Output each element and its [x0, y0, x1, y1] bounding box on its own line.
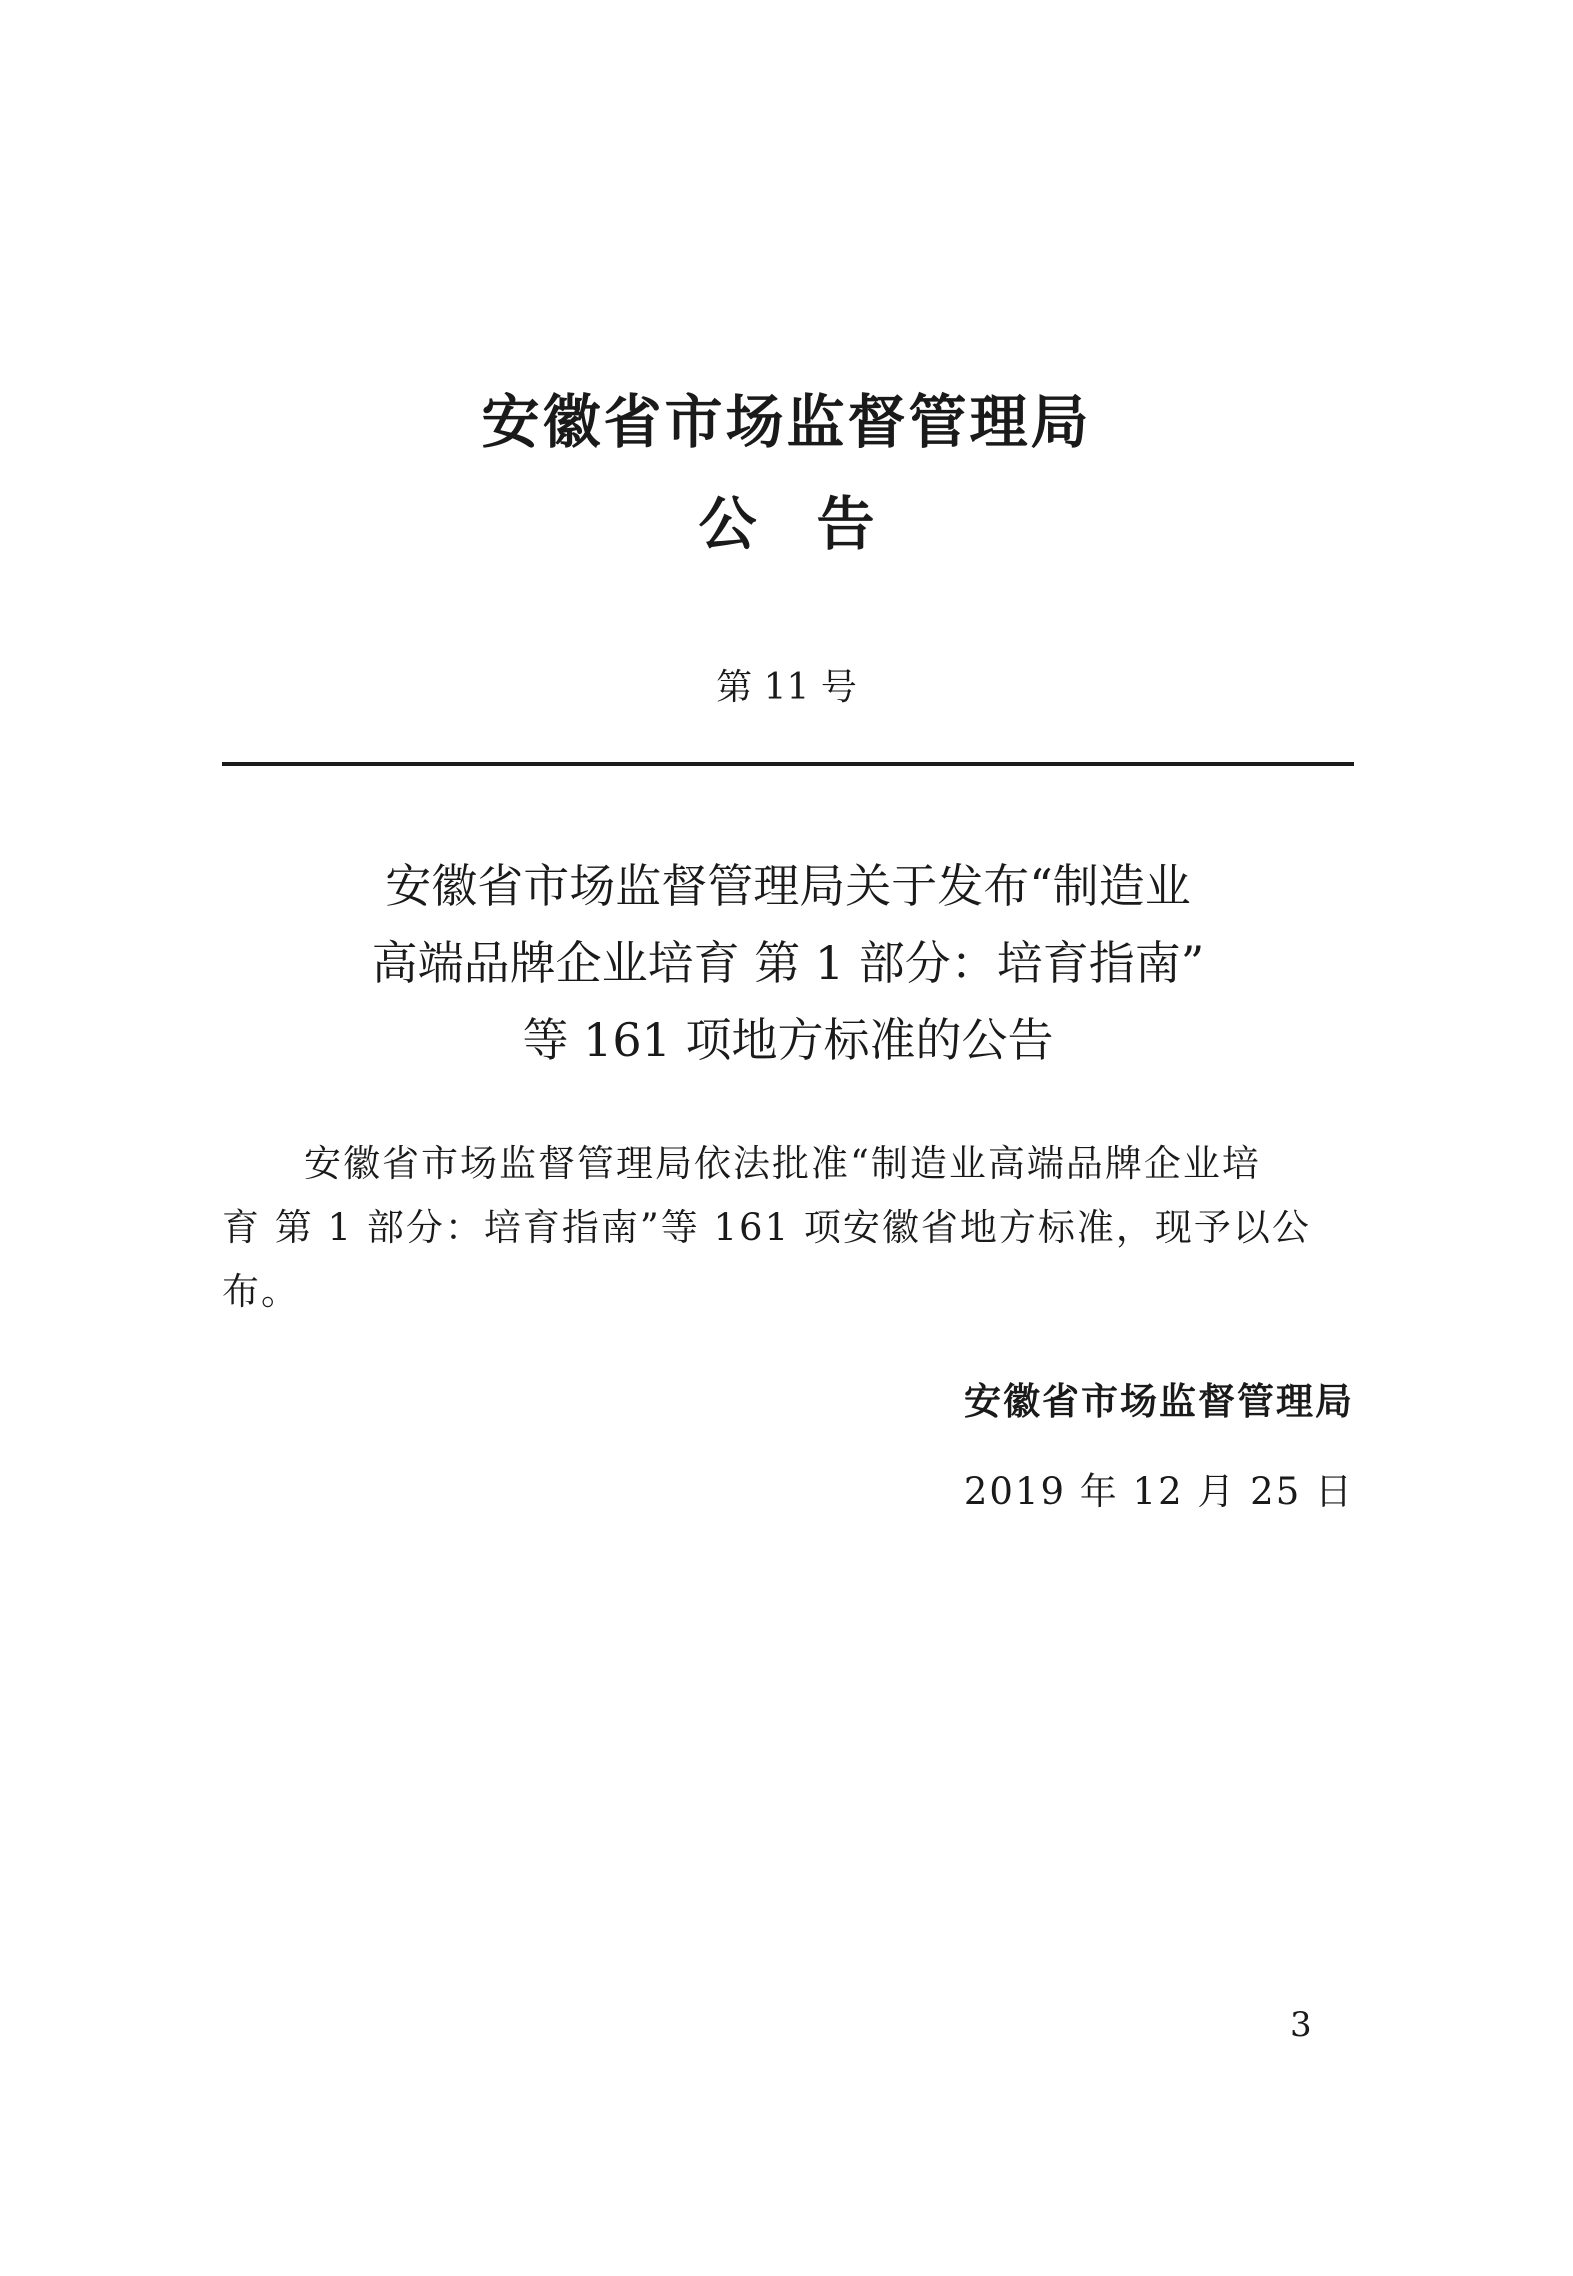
- announcement-body: [222, 1132, 1354, 1324]
- announcement-title: [222, 848, 1354, 1079]
- document-type-char-1: 公: [698, 490, 757, 558]
- issuer-heading: 安徽省市场监督管理局: [481, 388, 1092, 456]
- title-line: 高端品牌企业培育 第 1 部分：培育指南”: [371, 936, 1205, 990]
- page-number: 3: [1290, 2005, 1312, 2045]
- title-line: 安徽省市场监督管理局关于发布“制造业: [385, 859, 1191, 913]
- title-line: 等 161 项地方标准的公告: [522, 1013, 1054, 1067]
- signature-issuer: 安徽省市场监督管理局: [964, 1380, 1354, 1423]
- document-number: 第 11 号: [716, 667, 857, 708]
- header-divider: [222, 762, 1354, 766]
- body-line: 布。: [222, 1270, 300, 1313]
- body-line: 安徽省市场监督管理局依法批准“制造业高端品牌企业培: [304, 1142, 1261, 1185]
- issue-date: 2019 年 12 月 25 日: [963, 1470, 1354, 1513]
- document-type-heading: [0, 484, 1573, 564]
- document-type-char-2: 告: [816, 490, 875, 558]
- body-line: 育 第 1 部分：培育指南”等 161 项安徽省地方标准，现予以公: [222, 1206, 1311, 1249]
